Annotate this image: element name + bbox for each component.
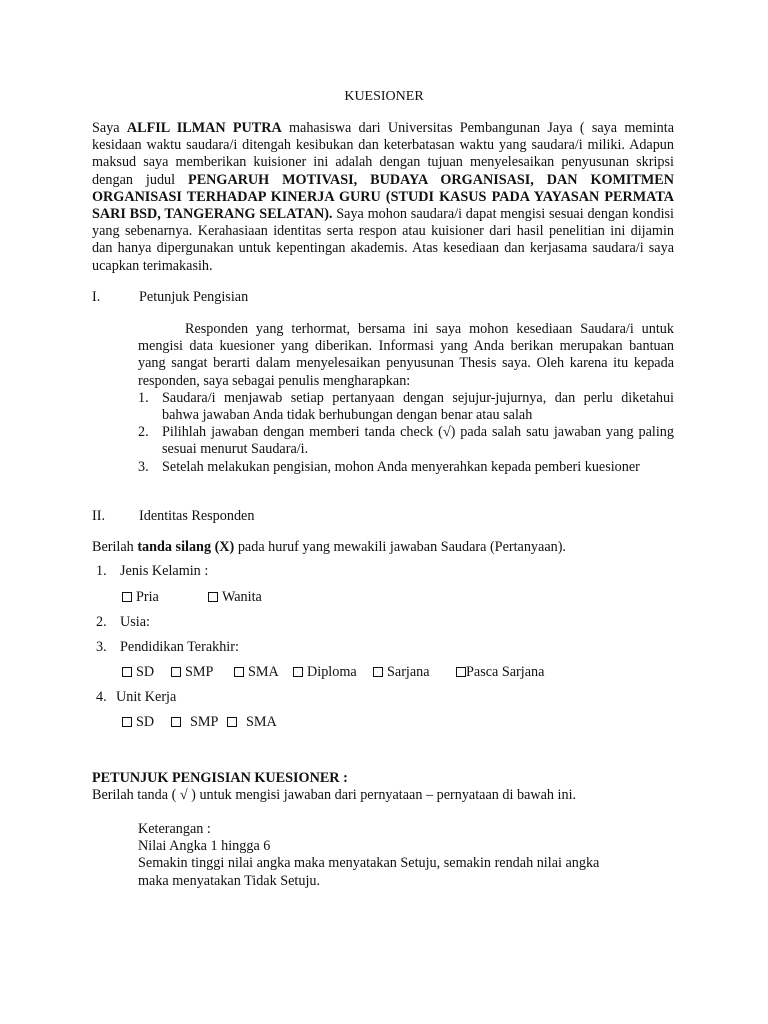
instruction-mark-x-pre: Berilah xyxy=(92,539,138,555)
option-pasca-sarjana[interactable] xyxy=(456,664,544,681)
checkbox[interactable] xyxy=(208,592,218,602)
instruction-number: 1. xyxy=(138,389,149,406)
checkbox[interactable] xyxy=(171,667,181,677)
author-name: ALFIL ILMAN PUTRA xyxy=(126,120,282,136)
instruction-mark-x-post: pada huruf yang mewakili jawaban Saudara (Pertanyaan). xyxy=(234,539,566,555)
checkbox[interactable] xyxy=(171,717,181,727)
instruction-number: 2. xyxy=(138,424,149,441)
instructions-list xyxy=(138,390,674,476)
option-smp[interactable] xyxy=(171,714,218,731)
option-wanita[interactable] xyxy=(208,589,262,606)
option-label: Sarjana xyxy=(387,664,430,680)
option-label: Pasca Sarjana xyxy=(466,664,545,680)
option-label: SD xyxy=(136,664,155,680)
intro-paragraph xyxy=(92,120,674,275)
instruction-number: 3. xyxy=(138,458,149,475)
intro-text-3: Saya mohon saudara/i dapat mengisi sesuai dengan kondisi yang sebenarnya. Kerahasiaan identitas serta respon atau kuisioner dari hasil penelitian ini dijamin dan hanya dipergunakan untuk kepentingan akademis. Atas kesediaan dan kerjasama saudara/i saya ucapkan terimakasih. xyxy=(92,206,674,274)
option-sd[interactable] xyxy=(122,714,154,731)
option-label: SD xyxy=(136,714,155,730)
checkbox[interactable] xyxy=(456,667,466,677)
instruction-text: Setelah melakukan pengisian, mohon Anda menyerahkan kepada pemberi kuesioner xyxy=(162,458,640,475)
thesis-title: PENGARUH MOTIVASI, BUDAYA ORGANISASI, DAN KOMITMEN ORGANISASI TERHADAP KINERJA GURU (STUDI KASUS PADA YAYASAN PERMATA SARI BSD, TANGERANG SELATAN). xyxy=(92,171,674,223)
question-4-label: Unit Kerja xyxy=(116,689,177,705)
question-2-label: Usia: xyxy=(120,614,150,630)
section-1-label: Petunjuk Pengisian xyxy=(139,289,249,305)
option-sarjana[interactable] xyxy=(373,664,430,681)
question-3-label: Pendidikan Terakhir: xyxy=(120,639,239,655)
keterangan-range: Nilai Angka 1 hingga 6 xyxy=(138,838,271,855)
instructions-block xyxy=(138,321,674,476)
instruction-item xyxy=(138,459,674,476)
question-1-number: 1. xyxy=(96,563,107,579)
keterangan-label: Keterangan : xyxy=(138,821,211,837)
checkbox[interactable] xyxy=(122,667,132,677)
section-2-number: II. xyxy=(92,508,105,524)
question-2-number: 2. xyxy=(96,614,107,630)
option-label: Pria xyxy=(136,589,159,605)
option-label: SMA xyxy=(246,714,277,730)
question-1-label: Jenis Kelamin : xyxy=(120,563,209,579)
instructions-paragraph: Responden yang terhormat, bersama ini saya mohon kesediaan Saudara/i untuk mengisi data kuesioner yang diberikan. Informasi yang Anda berikan merupakan bantuan yang sangat berarti dalam menyelesaikan penyusunan Thesis saya. Oleh karena itu kepada responden, saya sebagai penulis mengharapkan: xyxy=(138,321,674,389)
option-sma[interactable] xyxy=(234,664,279,681)
section-2-label: Identitas Responden xyxy=(139,508,255,524)
petunjuk-line: Berilah tanda ( √ ) untuk mengisi jawaban dari pernyataan – pernyataan di bawah ini. xyxy=(92,787,577,803)
petunjuk-heading: PETUNJUK PENGISIAN KUESIONER : xyxy=(92,770,348,786)
intro-text-2: mahasiswa dari Universitas Pembangunan Jaya ( saya meminta kesidaan waktu saudara/i ditengah kesibukan dan keterbatasan waktu yang saudara/i miliki. Adapun maksud saya memberikan kuisioner ini adalah dengan tujuan menyelesaikan penyusunan skripsi dengan judul xyxy=(92,120,674,188)
document-title: KUESIONER xyxy=(344,89,424,104)
option-sd[interactable] xyxy=(122,664,154,681)
instruction-mark-x xyxy=(92,539,566,556)
checkbox[interactable] xyxy=(227,717,237,727)
instruction-text: Saudara/i menjawab setiap pertanyaan dengan sejujur-jujurnya, dan perlu diketahui bahwa jawaban Anda tidak berhubungan dengan benar atau salah xyxy=(162,389,674,424)
section-1-number: I. xyxy=(92,289,101,305)
checkbox[interactable] xyxy=(293,667,303,677)
option-sma[interactable] xyxy=(227,714,277,731)
instruction-mark-x-bold: tanda silang (X) xyxy=(137,539,235,555)
option-diploma[interactable] xyxy=(293,664,357,681)
option-label: SMP xyxy=(185,664,214,680)
instruction-item xyxy=(138,424,674,458)
keterangan-block xyxy=(138,821,674,890)
question-3-number: 3. xyxy=(96,639,107,655)
intro-text-1: Saya xyxy=(92,120,127,136)
option-label: Diploma xyxy=(307,664,357,680)
option-pria[interactable] xyxy=(122,589,159,606)
checkbox[interactable] xyxy=(234,667,244,677)
option-label: SMA xyxy=(248,664,279,680)
option-label: SMP xyxy=(190,714,219,730)
checkbox[interactable] xyxy=(122,717,132,727)
option-label: Wanita xyxy=(222,589,262,605)
instruction-item xyxy=(138,390,674,424)
question-4-number: 4. xyxy=(96,689,107,705)
checkbox[interactable] xyxy=(373,667,383,677)
option-smp[interactable] xyxy=(171,664,213,681)
instruction-text: Pilihlah jawaban dengan memberi tanda check (√) pada salah satu jawaban yang paling sesuai menurut Saudara/i. xyxy=(162,424,674,458)
checkbox[interactable] xyxy=(122,592,132,602)
keterangan-desc-1: Semakin tinggi nilai angka maka menyatakan Setuju, semakin rendah nilai angka xyxy=(138,855,600,872)
keterangan-desc-2: maka menyatakan Tidak Setuju. xyxy=(138,872,321,889)
